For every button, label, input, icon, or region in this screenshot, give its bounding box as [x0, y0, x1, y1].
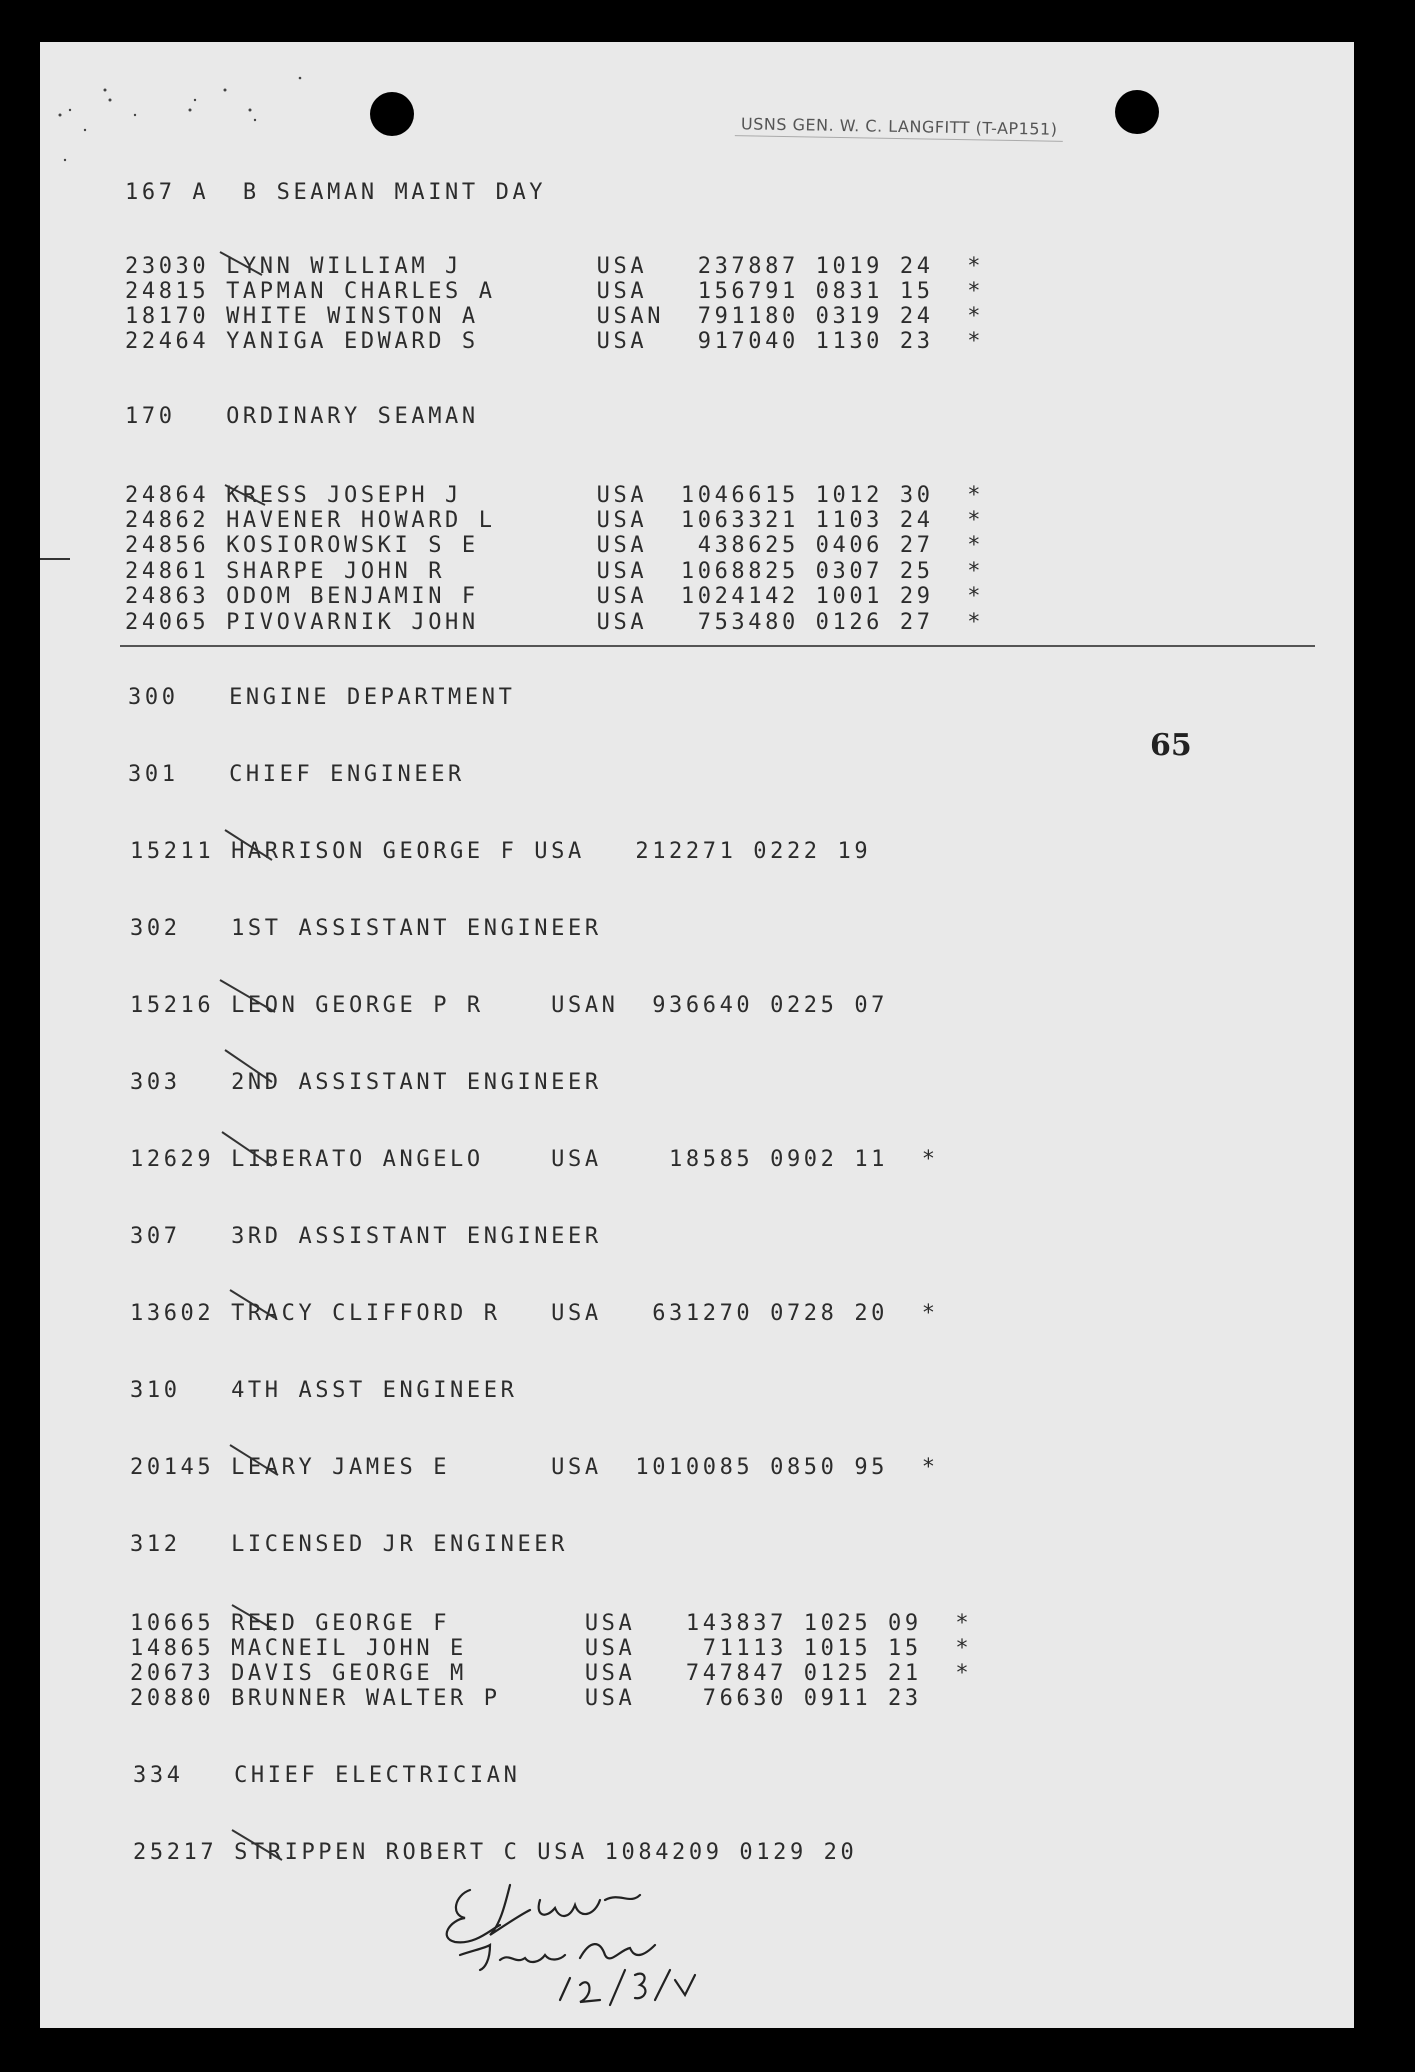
text-line: 20673 DAVIS GEORGE M USA 747847 0125 21 *: [130, 1661, 973, 1686]
text-line: 24815 TAPMAN CHARLES A USA 156791 0831 15 *: [125, 279, 985, 304]
text-line: 25217 STRIPPEN ROBERT C USA 1084209 0129 20: [133, 1840, 858, 1865]
text-line: 22464 YANIGA EDWARD S USA 917040 1130 23 *: [125, 329, 985, 354]
text-line: 10665 REED GEORGE F USA 143837 1025 09 *: [130, 1611, 973, 1636]
text-line: 24862 HAVENER HOWARD L USA 1063321 1103 24 *: [125, 508, 985, 533]
text-line: 15211 HARRISON GEORGE F USA 212271 0222 19: [130, 839, 872, 864]
text-line: 167 A B SEAMAN MAINT DAY: [125, 180, 547, 205]
text-line: 23030 LYNN WILLIAM J USA 237887 1019 24 *: [125, 254, 985, 279]
text-line: 24863 ODOM BENJAMIN F USA 1024142 1001 29 *: [125, 584, 985, 609]
text-line: 15216 LEON GEORGE P R USAN 936640 0225 07: [130, 993, 889, 1018]
text-line: 302 1ST ASSISTANT ENGINEER: [130, 916, 602, 941]
text-line: 24856 KOSIOROWSKI S E USA 438625 0406 27 *: [125, 533, 985, 558]
text-line: 307 3RD ASSISTANT ENGINEER: [130, 1224, 602, 1249]
text-line: 300 ENGINE DEPARTMENT: [128, 685, 516, 710]
text-line: 24065 PIVOVARNIK JOHN USA 753480 0126 27 *: [125, 610, 985, 635]
text-line: 12629 LIBERATO ANGELO USA 18585 0902 11 *: [130, 1147, 939, 1172]
page-number: 65: [1150, 728, 1192, 763]
text-line: 301 CHIEF ENGINEER: [128, 762, 465, 787]
text-line: 20145 LEARY JAMES E USA 1010085 0850 95 *: [130, 1455, 939, 1480]
text-line: 13602 TRACY CLIFFORD R USA 631270 0728 20 *: [130, 1301, 939, 1326]
text-line: 312 LICENSED JR ENGINEER: [130, 1532, 568, 1557]
text-line: 170 ORDINARY SEAMAN: [125, 404, 479, 429]
text-line: 24864 KRESS JOSEPH J USA 1046615 1012 30 *: [125, 483, 985, 508]
text-line: 18170 WHITE WINSTON A USAN 791180 0319 24 *: [125, 304, 985, 329]
text-line: 20880 BRUNNER WALTER P USA 76630 0911 23: [130, 1686, 922, 1711]
text-line: 334 CHIEF ELECTRICIAN: [133, 1763, 521, 1788]
ship-stamp: USNS GEN. W. C. LANGFITT (T-AP151): [735, 112, 1064, 142]
text-line: 310 4TH ASST ENGINEER: [130, 1378, 518, 1403]
text-line: 303 2ND ASSISTANT ENGINEER: [130, 1070, 602, 1095]
text-line: 24861 SHARPE JOHN R USA 1068825 0307 25 *: [125, 559, 985, 584]
text-line: 14865 MACNEIL JOHN E USA 71113 1015 15 *: [130, 1636, 973, 1661]
